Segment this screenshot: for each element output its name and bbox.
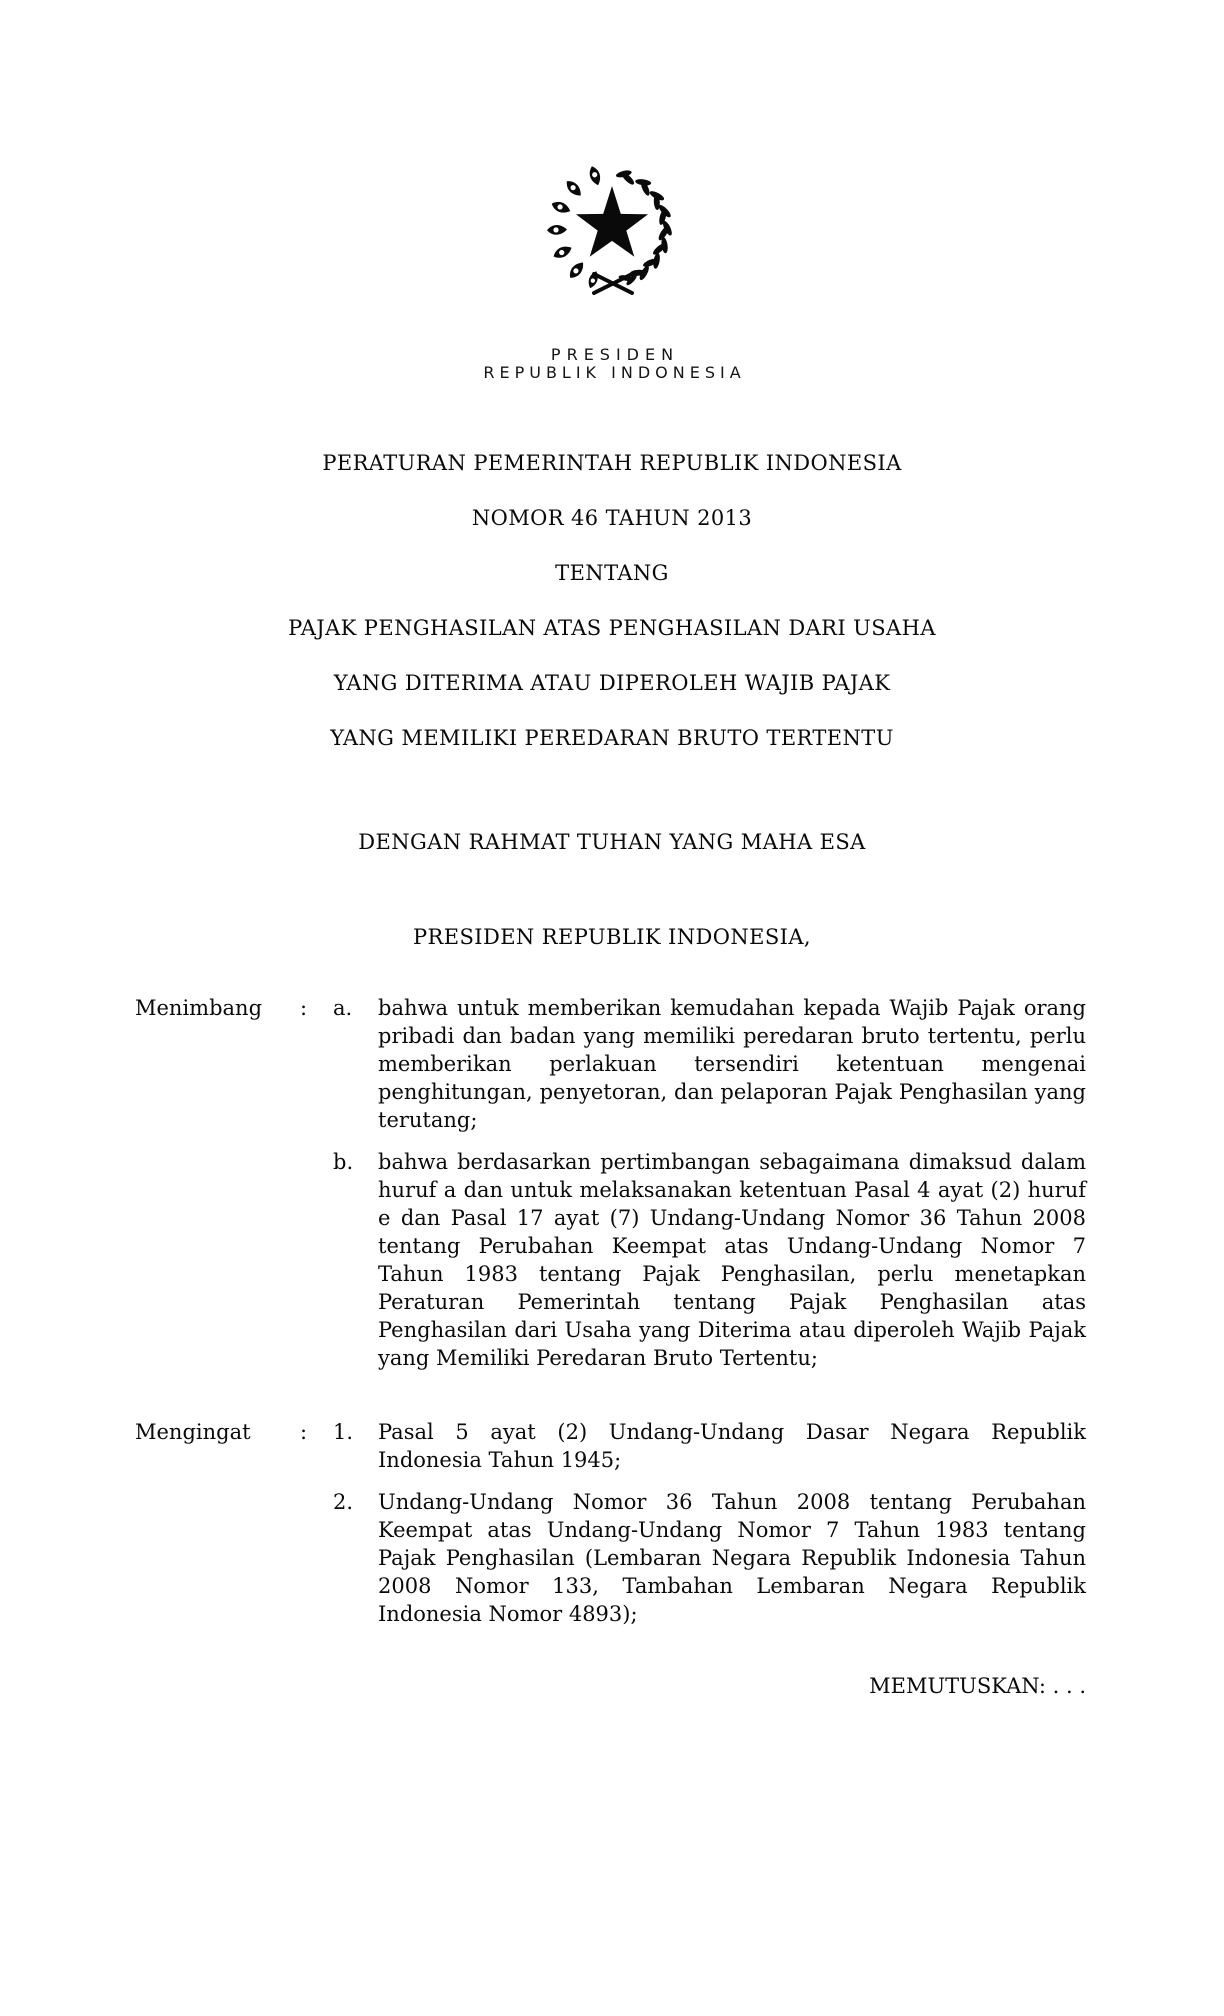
recalling-label: Mengingat (135, 1420, 251, 1444)
considering-colon: : (300, 996, 308, 1020)
considering-item-a (333, 994, 1086, 1134)
considering-item-b-marker: b. (333, 1150, 354, 1174)
considering-item-b (333, 1148, 1086, 1372)
considering-item-b-text: bahwa berdasarkan pertimbangan sebagaimana dimaksud dalam huruf a dan untuk melaksanakan ketentuan Pasal 4 ayat (2) huruf e dan Pasal 17 ayat (7) Undang-Undang Nomor 36 Tahun 2008 tentang Perubahan Keempat atas Undang-Undang Nomor 7 Tahun 1983 tentang Pajak Penghasilan, perlu menetapkan Peraturan Pemerintah tentang Pajak Penghasilan atas Penghasilan dari Usaha yang Diterima atau diperoleh Wajib Pajak yang Memiliki Peredaran Bruto Tertentu; (378, 1150, 1086, 1370)
title-subject-line-2: YANG DITERIMA ATAU DIPEROLEH WAJIB PAJAK (333, 671, 891, 695)
recalling-section (135, 1418, 1086, 1628)
letterhead-republik-indonesia: REPUBLIK INDONESIA (483, 363, 746, 382)
crossed-stems-icon (594, 274, 632, 293)
decision-line: MEMUTUSKAN: . . . (869, 1674, 1086, 1698)
presidential-seal (0, 0, 1224, 308)
considering-item-a-marker: a. (333, 996, 353, 1020)
title-tentang: TENTANG (555, 561, 669, 585)
title-subject-line-3: YANG MEMILIKI PEREDARAN BRUTO TERTENTU (330, 726, 894, 750)
recalling-item-1-text: Pasal 5 ayat (2) Undang-Undang Dasar Negara Republik Indonesia Tahun 1945; (378, 1420, 1086, 1472)
considering-section (135, 994, 1086, 1372)
recalling-item-2-marker: 2. (333, 1490, 354, 1514)
letterhead-presiden: PRESIDEN (550, 345, 680, 364)
recalling-item-1-marker: 1. (333, 1420, 354, 1444)
invocation-line: DENGAN RAHMAT TUHAN YANG MAHA ESA (358, 830, 866, 854)
recalling-item-2-text: Undang-Undang Nomor 36 Tahun 2008 tentang Perubahan Keempat atas Undang-Undang Nomor 7 Tahun 1983 tentang Pajak Penghasilan (Lembaran Negara Republik Indonesia Tahun 2008 Nomor 133, Tambahan Lembaran Negara Republik Indonesia Nomor 4893); (378, 1490, 1086, 1626)
authority-line: PRESIDEN REPUBLIK INDONESIA, (413, 925, 811, 949)
recalling-colon: : (300, 1420, 308, 1444)
title-block (0, 452, 1224, 749)
star-wreath-emblem-icon (537, 160, 687, 308)
considering-items (333, 994, 1086, 1372)
title-number-year: NOMOR 46 TAHUN 2013 (471, 506, 753, 530)
recalling-item-1 (333, 1418, 1086, 1474)
title-regulation-name: PERATURAN PEMERINTAH REPUBLIK INDONESIA (322, 451, 902, 475)
considering-item-a-text: bahwa untuk memberikan kemudahan kepada Wajib Pajak orang pribadi dan badan yang memiliki peredaran bruto tertentu, perlu memberikan perlakuan tersendiri ketentuan mengenai penghitungan, penyetoran, dan pelaporan Pajak Penghasilan yang terutang; (378, 996, 1086, 1132)
recalling-item-2 (333, 1488, 1086, 1628)
title-subject-line-1: PAJAK PENGHASILAN ATAS PENGHASILAN DARI USAHA (288, 616, 936, 640)
star-icon (576, 186, 648, 257)
recalling-items (333, 1418, 1086, 1628)
considering-label: Menimbang (135, 996, 263, 1020)
letterhead (0, 346, 1224, 382)
